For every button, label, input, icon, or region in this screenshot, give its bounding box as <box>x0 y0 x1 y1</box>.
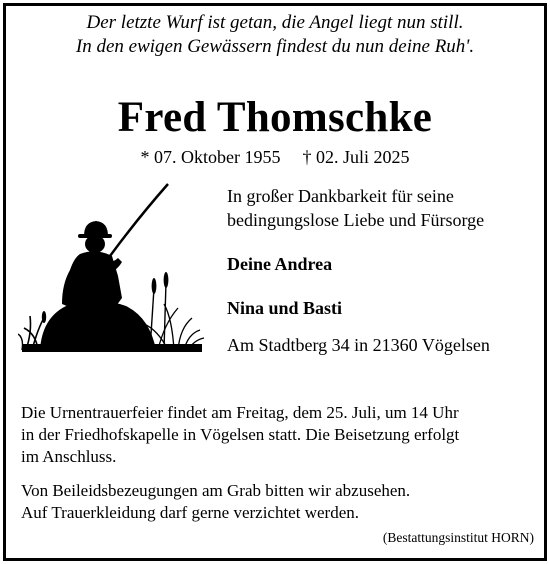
verse-line-1: Der letzte Wurf ist getan, die Angel liegt nun still. <box>86 12 464 33</box>
birth-date: * 07. Oktober 1955 <box>140 147 281 167</box>
life-dates <box>0 146 550 168</box>
death-date: † 02. Juli 2025 <box>302 147 410 167</box>
address: Am Stadtberg 34 in 21360 Vögelsen <box>227 335 490 355</box>
funeral-home: (Bestattungsinstitut HORN) <box>382 530 534 545</box>
thanks-line-2: bedingungslose Liebe und Fürsorge <box>227 210 485 230</box>
angler-silhouette-icon <box>18 178 208 356</box>
mourner-nina-basti: Nina und Basti <box>227 298 343 318</box>
mourner-andrea: Deine Andrea <box>227 254 333 274</box>
verse-line-2: In den ewigen Gewässern findest du nun deine Ruh'. <box>75 36 475 57</box>
ceremony-line-1: Die Urnentrauerfeier findet am Freitag, dem 25. Juli, um 14 Uhr <box>21 403 459 422</box>
ceremony-line-2: in der Friedhofskapelle in Vögelsen statt. Die Beisetzung erfolgt <box>21 425 460 444</box>
request-line-1: Von Beileidsbezeugungen am Grab bitten wir abzusehen. <box>21 481 411 500</box>
ceremony-line-3: im Anschluss. <box>21 447 117 466</box>
deceased-name: Fred Thomschke <box>117 94 433 141</box>
request-line-2: Auf Trauerkleidung darf gerne verzichtet werden. <box>21 503 359 522</box>
thanks-line-1: In großer Dankbarkeit für seine <box>227 186 454 206</box>
